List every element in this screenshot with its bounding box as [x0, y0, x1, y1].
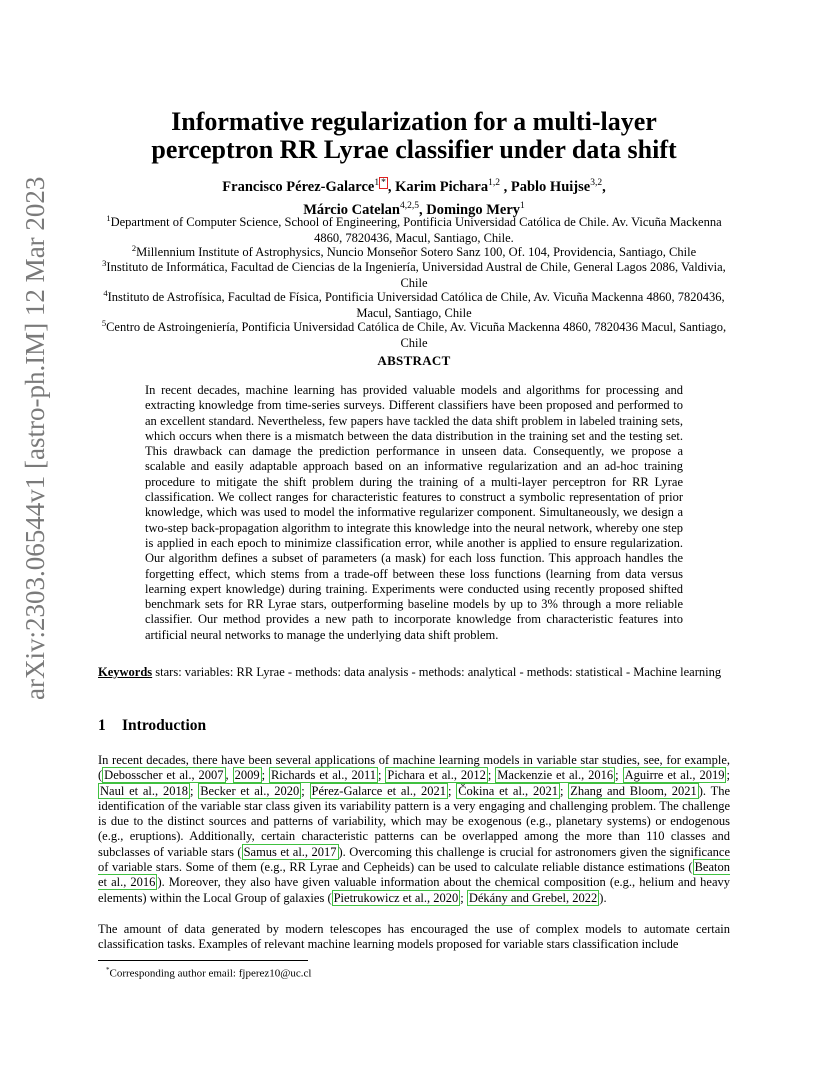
author-name: , Karim Pichara: [387, 178, 489, 195]
affiliation-2: $^2$Millennium Institute of Astrophysics, Nuncio Monseñor Sotero Sanz 100, Of. 104, Providencia, Santiago, Chile: [131, 243, 697, 260]
citation-link[interactable]: Samus et al., 2017: [243, 844, 337, 859]
citation-link[interactable]: Mackenzie et al., 2016: [497, 768, 614, 783]
citation-link[interactable]: Pichara et al., 2012: [387, 768, 486, 783]
title-line-2: perceptron RR Lyrae classifier under data shift: [151, 135, 677, 164]
citation-link[interactable]: Dékány and Grebel, 2022: [468, 890, 598, 905]
title-line-1: Informative regularization for a multi-layer: [171, 107, 657, 136]
citation-link[interactable]: 2009: [234, 768, 260, 783]
author-line-1: [98, 174, 730, 197]
citation-link[interactable]: Naul et al., 2018: [100, 783, 188, 798]
author-name: , Pablo Huijse: [499, 178, 591, 195]
affiliation-4: $^4$Instituto de Astrofísica, Facultad de Física, Pontificia Universidad Católica de Chile, Av. Vicuña Mackenna 4860, 7820436, Macul, Santiago, Chile: [103, 288, 725, 320]
citation-link[interactable]: Becker et al., 2020: [200, 783, 300, 798]
keywords-label: Keywords: [98, 665, 153, 679]
author-name: Francisco Pérez-Galarce: [222, 178, 375, 195]
author-name: , Domingo Mery: [418, 201, 521, 218]
abstract-heading: ABSTRACT: [377, 353, 451, 368]
author-affil-sup: 1: [520, 200, 525, 211]
arxiv-side-identifier: arXiv:2303.06544v1 [astro-ph.IM] 12 Mar 2023: [20, 176, 50, 700]
section-title: Introduction: [122, 717, 207, 734]
keywords: [98, 665, 730, 681]
intro-paragraph-1: In recent decades, there have been several applications of machine learning models in variable star studies, see, for example, ( Debosscher et al., 2007 , 2009 ; Richards et al., 2011 ; Pichara et al., 2012 ; Mackenzie et al., 2016 ; Aguirre et al., 2019 ; Naul et al., 2018 ; Becker et al., 2020 ; Pérez-Galarce et al., 2021 ; Čokina et al., 2021 ; Zhang and Bloom, 2021 ). The identification of the variable star class given its variability pattern is a very engaging and challenging problem. The challenge is due to the distinct sources and patterns of variability, which may be exogenous (e.g., planetary systems) or endogenous (e.g., eruptions). Additionally, certain characteristic patterns can be overlapped among the more than 110 classes and subclasses of variable stars ( Samus et al., 2017 ). Overcoming this challenge is crucial for astronomers given the significance of variable stars. Some of them (e.g., RR Lyrae and Cepheids) can be used to calculate reliable distance estimations ( Beaton et al., 2016 ). Moreover, they also have given valuable information about the chemical composition (e.g., helium and heavy elements) within the Local Group of galaxies ( Pietrukowicz et al., 2020 ; Dékány and Grebel, 2022 ).: [98, 753, 731, 905]
abstract-body: In recent decades, machine learning has provided valuable models and algorithms for processing and extracting knowledge from time-series surveys. Different classifiers have been proposed and performed to an excellent standard. Nevertheless, few papers have tackled the data shift problem in labeled training sets, which occurs when there is a mismatch between the data distribution in the training set and the testing set. This drawback can damage the prediction performance in unseen data. Consequently, we propose a scalable and easily adaptable approach based on an informative regularization and an ad-hoc training procedure to mitigate the shift problem during the training of a multi-layer perceptron for RR Lyrae classification. We collect ranges for characteristic features to construct a symbolic representation of prior knowledge, which was used to model the informative regularizer component. Simultaneously, we design a two-step back-propagation algorithm to integrate this knowledge into the neural network, whereby one step is applied in each epoch to minimize classification error, while another is applied to ensure regularization. Our algorithm defines a subset of parameters (a mask) for each loss function. This approach handles the forgetting effect, which stems from a trade-off between these loss functions (learning from data versus learning expert knowledge) during training. Experiments were conducted using recently proposed shifted benchmark sets for RR Lyrae stars, outperforming baseline models by up to 3% through a more reliable classifier. Our method provides a new path to incorporate knowledge from characteristic features into artificial neural networks to manage the underlying data shift problem.: [145, 383, 683, 642]
citation-link[interactable]: Pietrukowicz et al., 2020: [333, 890, 459, 905]
citation-link[interactable]: Beaton et al., 2016: [98, 860, 730, 890]
citation-link[interactable]: Pérez-Galarce et al., 2021: [311, 783, 446, 798]
citation-link[interactable]: Richards et al., 2011: [270, 768, 376, 783]
footnote-text: Corresponding author email: fjperez10@uc.cl: [109, 967, 312, 980]
citation-link[interactable]: Čokina et al., 2021: [458, 783, 558, 798]
intro-paragraph-2: The amount of data generated by modern telescopes has encouraged the use of complex models to automate certain classification tasks. Examples of relevant machine learning models proposed for variable stars classification include: [98, 922, 730, 952]
author-affil-sup: 3,2: [590, 178, 603, 188]
citation-link[interactable]: Zhang and Bloom, 2021: [570, 783, 697, 798]
author-affil-sup: 1 *: [374, 178, 386, 188]
affiliation-3: $^3$Instituto de Informática, Facultad de Ciencias de la Ingeniería, Universidad Austral de Chile, General Lagos 2086, Valdivia, Chile: [102, 258, 726, 290]
citation-link[interactable]: Aguirre et al., 2019: [624, 768, 725, 783]
footnote: [98, 964, 738, 981]
keywords-text: stars: variables: RR Lyrae - methods: data analysis - methods: analytical - methods: statistical - Machine learning: [152, 665, 722, 679]
affiliation-5: $^5$Centro de Astroingeniería, Pontificia Universidad Católica de Chile, Av. Vicuña Mackenna 4860, 7820436 Macul, Santiago, Chile: [101, 318, 727, 350]
author-affil-sup: 1,2: [488, 178, 500, 188]
affiliation-1: $^1$Department of Computer Science, School of Engineering, Pontificia Universidad Católica de Chile. Av. Vicuña Mackenna 4860, 7820436, Macul, Santiago, Chile.: [106, 213, 722, 245]
paper-title: [98, 108, 730, 164]
footnote-mark: *: [106, 966, 110, 974]
author-affil-sup: 4,2,5: [399, 200, 419, 211]
section-number: 1: [98, 717, 106, 734]
footnote-link[interactable]: *: [381, 178, 386, 188]
author-name: Márcio Catelan: [303, 201, 400, 218]
citation-link[interactable]: Debosscher et al., 2007: [104, 768, 224, 783]
section-heading-introduction: [98, 717, 730, 735]
author-separator: ,: [602, 178, 606, 195]
footnote-divider: [98, 960, 308, 961]
